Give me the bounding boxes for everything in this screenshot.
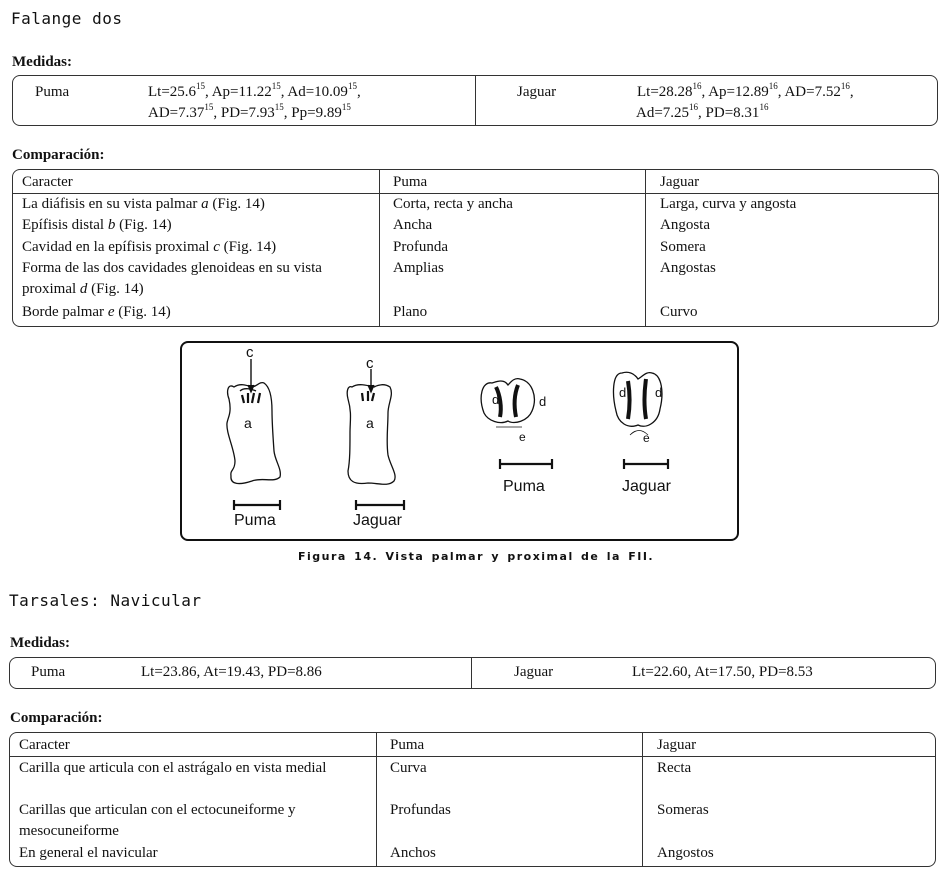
table-row: Forma de las dos cavidades glenoideas en su vista proximal d (Fig. 14) — [22, 260, 322, 297]
table-row: En general el navicular — [19, 845, 158, 861]
jaguar-measures: Lt=22.60, At=17.50, PD=8.53 — [632, 664, 813, 680]
header-caracter: Caracter — [22, 174, 73, 190]
medidas-box — [12, 75, 938, 126]
jaguar-measures-line2: $Ad=7.25^{16}$, $PD=8.31^{16}$ — [636, 102, 769, 121]
puma-name: Puma — [35, 84, 70, 100]
header-jaguar: Jaguar — [660, 174, 700, 190]
medidas-label: Medidas: — [12, 54, 72, 70]
letter-a-jaguar: a — [366, 415, 374, 431]
header-puma: Puma — [393, 174, 428, 190]
comparison-table-1: Caracter Puma Jaguar La diáfisis en su vista palmar a (Fig. 14) Corta, recta y ancha Larga, curva y angosta Epífisis distal b (Fig. 14) Ancha Angosta Cavidad en la epífisis proximal c (Fig. 14) Profunda Somera Forma de las dos cavidades glenoideas en su vista proximal d (Fig. 14) Amplias Angostas Borde palmar e (Fig. 14) Plano Curvo — [12, 169, 939, 327]
figure-14 — [180, 341, 739, 541]
letter-a-puma: a — [244, 415, 252, 431]
label-puma-palmar: Puma — [234, 512, 276, 529]
medidas-box-navicular — [9, 657, 936, 689]
table-row: Borde palmar e (Fig. 14) — [22, 304, 171, 320]
letter-d-puma-right: d — [539, 394, 547, 409]
puma-measures-line1: $Lt=25.6^{15}$, $Ap=11.22^{15}$, $Ad=10.09^{15}$, — [148, 81, 361, 100]
jaguar-measures-line1: $Lt=28.28^{16}$, $Ap=12.89^{16}$, $AD=7.52^{16}$, — [637, 81, 854, 100]
puma-measures-line2: $AD=7.37^{15}$, $PD=7.93^{15}$, $Pp=9.89^{15}$ — [148, 102, 351, 121]
letter-d-jaguar-left: d — [619, 385, 627, 400]
letter-e-puma: e — [519, 430, 526, 444]
scale-bars — [234, 459, 668, 510]
puma-palmar-phalanx — [227, 359, 280, 484]
table-row: Carillas que articulan con el ectocuneiforme y mesocuneiforme — [19, 802, 296, 839]
table-row: La diáfisis en su vista palmar a (Fig. 14) — [22, 196, 265, 212]
comparacion-label: Comparación: — [12, 147, 105, 163]
letter-d-jaguar-right: d — [655, 385, 663, 400]
medidas-label: Medidas: — [10, 635, 70, 651]
phalanx-drawings — [182, 343, 737, 539]
puma-name: Puma — [31, 664, 66, 680]
letter-c-jaguar: c — [366, 355, 374, 372]
jaguar-name: Jaguar — [517, 84, 557, 100]
letter-c-puma: c — [246, 344, 254, 361]
jaguar-proximal-phalanx — [614, 372, 662, 435]
label-puma-proximal: Puma — [503, 478, 545, 495]
label-jaguar-proximal: Jaguar — [622, 478, 671, 495]
section-title-falange: Falange dos — [11, 9, 123, 28]
label-jaguar-palmar: Jaguar — [353, 512, 402, 529]
header-jaguar: Jaguar — [657, 737, 697, 753]
table-row: Carilla que articula con el astrágalo en vista medial — [19, 760, 327, 776]
table-row: Epífisis distal b (Fig. 14) — [22, 217, 172, 233]
jaguar-name: Jaguar — [514, 664, 554, 680]
puma-measures: Lt=23.86, At=19.43, PD=8.86 — [141, 664, 322, 680]
letter-e-jaguar: e — [643, 431, 650, 445]
figure-caption: Figura 14. Vista palmar y proximal de la FII. — [298, 550, 655, 563]
comparacion-label: Comparación: — [10, 710, 103, 726]
table-row: Cavidad en la epífisis proximal c (Fig. 14) — [22, 239, 277, 255]
letter-d-puma-left: d — [492, 392, 500, 407]
divider — [475, 76, 476, 125]
comparison-table-2: Caracter Puma Jaguar Carilla que articula con el astrágalo en vista medial Curva Recta Carillas que articulan con el ectocuneiforme y mesocuneiforme Profundas Someras En general el navicular Anchos Angostos — [9, 732, 936, 867]
header-caracter: Caracter — [19, 737, 70, 753]
section-title-navicular: Tarsales: Navicular — [9, 591, 202, 610]
header-puma: Puma — [390, 737, 425, 753]
puma-proximal-phalanx — [481, 379, 534, 427]
